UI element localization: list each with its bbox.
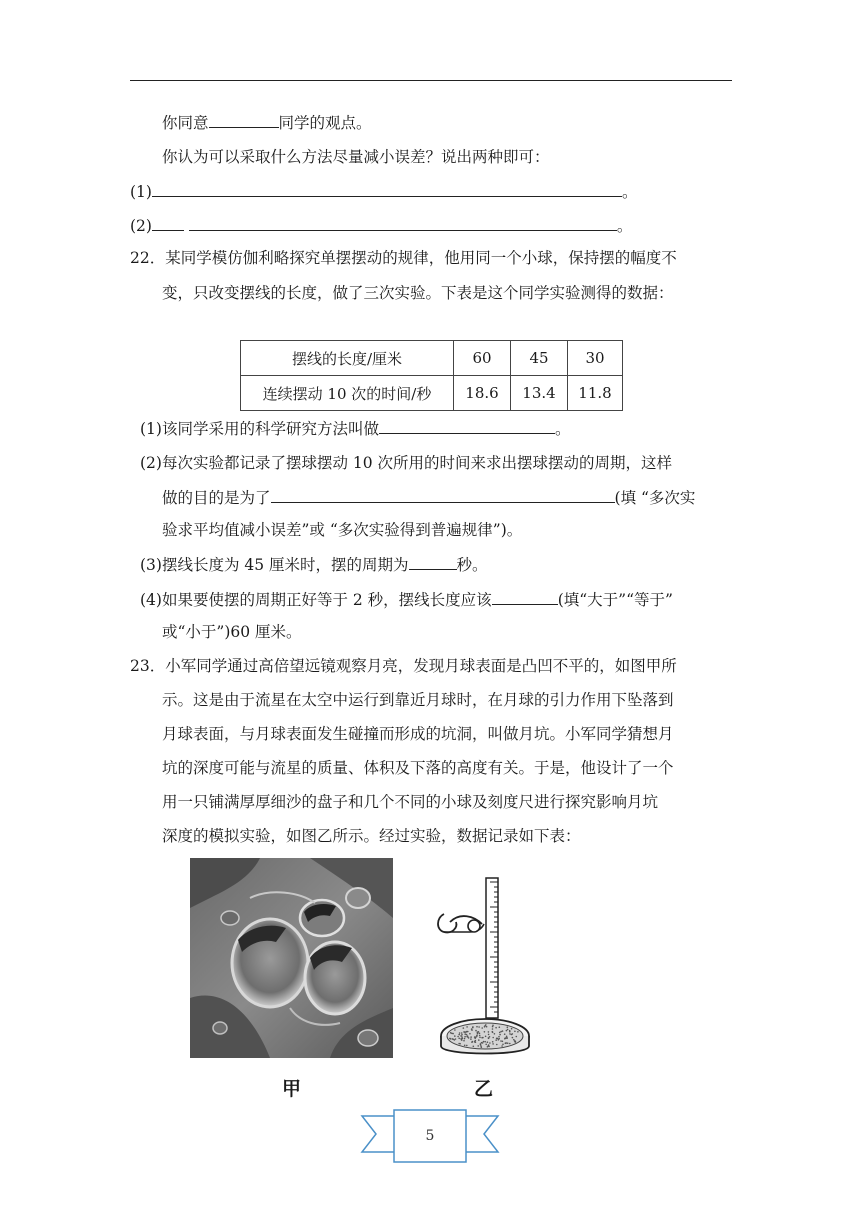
- sand-grain: [463, 1027, 465, 1029]
- sand-grain: [469, 1033, 471, 1035]
- sand-grain: [488, 1044, 490, 1046]
- q23-line-6: 深度的模拟实验，如图乙所示。经过实验，数据记录如下表：: [162, 827, 581, 845]
- answer-line-2: [130, 215, 632, 236]
- sand-grain: [457, 1036, 459, 1038]
- sand-grain: [509, 1043, 511, 1045]
- sand-grain: [481, 1046, 483, 1048]
- figure-jia-caption: 甲: [282, 1078, 302, 1100]
- moon-surface-image: [190, 858, 393, 1058]
- answer-line-1: [130, 181, 637, 202]
- sand-grain: [487, 1041, 489, 1043]
- sand-grain: [486, 1026, 488, 1028]
- q22-sub1-text: (1)该同学采用的科学研究方法叫做: [140, 420, 379, 438]
- sand-grain: [514, 1040, 516, 1042]
- q22-sub2-text: 做的目的是为了: [162, 489, 271, 507]
- table-cell: 18.6: [454, 376, 511, 411]
- sand-grain: [472, 1026, 474, 1028]
- sand-grain: [484, 1031, 486, 1033]
- q22-intro-2: 变，只改变摆线的长度，做了三次实验。下表是这个同学实验测得的数据：: [162, 284, 674, 302]
- sand-grain: [454, 1029, 456, 1031]
- sand-grain: [479, 1035, 481, 1037]
- q22-sub2-line1: (2)每次实验都记录了摆球摆动 10 次所用的时间来求出摆球摆动的周期，这样: [140, 454, 673, 472]
- sand-grain: [502, 1044, 504, 1046]
- sand-grain: [488, 1031, 490, 1033]
- sand-grain: [504, 1033, 506, 1035]
- table-cell: 11.8: [568, 376, 623, 411]
- sand-grain: [513, 1039, 515, 1041]
- sand-grain: [449, 1038, 451, 1040]
- sand-grain: [467, 1031, 469, 1033]
- sand-grain: [483, 1041, 485, 1043]
- sand-grain: [458, 1034, 460, 1036]
- sand-grain: [459, 1032, 461, 1034]
- sand-grain: [506, 1037, 508, 1039]
- method-question: 你认为可以采取什么方法尽量减小误差？说出两种即可：: [162, 148, 550, 166]
- q23-line-5: 用一只铺满厚厚细沙的盘子和几个不同的小球及刻度尺进行探究影响月坑: [162, 793, 659, 811]
- q22-sub2-blank: [271, 487, 615, 503]
- header-rule: [130, 80, 732, 81]
- sand-grain: [496, 1038, 498, 1040]
- answer-2-blank-a: [152, 215, 184, 231]
- sand-grain: [480, 1044, 482, 1046]
- sand-grain: [512, 1037, 514, 1039]
- sand-grain: [470, 1038, 472, 1040]
- sand-grain: [509, 1031, 511, 1033]
- sand-grain: [499, 1032, 501, 1034]
- agree-prefix: 你同意: [162, 114, 209, 132]
- sand-grain: [478, 1031, 480, 1033]
- sand-grain: [464, 1036, 466, 1038]
- sand-grain: [498, 1036, 500, 1038]
- page-number: 5: [425, 1128, 435, 1144]
- sand-grain: [492, 1043, 494, 1045]
- sand-grain: [502, 1041, 504, 1043]
- sand-grain: [455, 1038, 457, 1040]
- sand-grain: [499, 1026, 501, 1028]
- sand-grain: [466, 1034, 468, 1036]
- sand-grain: [464, 1038, 466, 1040]
- q23-line-3: 月球表面，与月球表面发生碰撞而形成的坑洞，叫做月坑。小军同学猜想月: [162, 725, 674, 743]
- answer-2-label: (2): [130, 217, 152, 235]
- sand-grain: [501, 1045, 503, 1047]
- sand-grain: [485, 1036, 487, 1038]
- table-row: [241, 341, 623, 376]
- sand-grain: [466, 1045, 468, 1047]
- table-cell: 45: [511, 341, 568, 376]
- sand-grain: [485, 1044, 487, 1046]
- q22-sub3: [140, 554, 488, 575]
- sand-grain: [511, 1028, 513, 1030]
- sand-grain: [474, 1036, 476, 1038]
- sand-grain: [496, 1044, 498, 1046]
- sand-grain: [507, 1026, 509, 1028]
- q22-sub4-line2: 或“小于”)60 厘米。: [162, 623, 302, 641]
- sand-grain: [495, 1039, 497, 1041]
- sand-grain: [485, 1024, 487, 1026]
- sand-grain: [466, 1026, 468, 1028]
- table-row: [241, 376, 623, 411]
- sand-grain: [509, 1033, 511, 1035]
- sand-grain: [517, 1031, 519, 1033]
- agree-suffix: 同学的观点。: [278, 114, 372, 132]
- q22-sub3-blank: [409, 554, 457, 570]
- table-cell: 60: [454, 341, 511, 376]
- sand-grain: [478, 1026, 480, 1028]
- q23-line-2: 示。这是由于流星在太空中运行到靠近月球时，在月球的引力作用下坠落到: [162, 691, 674, 709]
- q22-sub1-blank: [379, 418, 555, 434]
- answer-1-blank: [152, 181, 622, 197]
- q22-sub3-end: 秒。: [456, 556, 488, 574]
- sand-grain: [466, 1036, 468, 1038]
- sand-grain: [500, 1031, 502, 1033]
- sand-grain: [506, 1030, 508, 1032]
- agree-line: [162, 112, 372, 133]
- table-row-header: 连续摆动 10 次的时间/秒: [241, 376, 454, 411]
- sand-grain: [474, 1041, 476, 1043]
- q22-sub2-hint: (填 “多次实: [614, 489, 696, 507]
- q23-line-4: 坑的深度可能与流星的质量、体积及下落的高度有关。于是，他设计了一个: [162, 759, 674, 777]
- sand-grain: [471, 1041, 473, 1043]
- answer-2-blank-b: [189, 215, 617, 231]
- table-cell: 13.4: [511, 376, 568, 411]
- q22-intro-1: 22．某同学模仿伽利略探究单摆摆动的规律，他用同一个小球，保持摆的幅度不: [130, 249, 677, 267]
- sand-grain: [464, 1045, 466, 1047]
- sand-grain: [516, 1036, 518, 1038]
- sand-grain: [452, 1039, 454, 1041]
- sand-grain: [481, 1037, 483, 1039]
- sand-grain: [476, 1026, 478, 1028]
- sand-grain: [505, 1037, 507, 1039]
- sand-grain: [502, 1030, 504, 1032]
- sand-grain: [463, 1031, 465, 1033]
- q22-sub4-hint: (填“大于”“等于”: [557, 591, 673, 609]
- sand-grain: [512, 1033, 514, 1035]
- q22-sub4-text: (4)如果要使摆的周期正好等于 2 秒，摆线长度应该: [140, 591, 492, 609]
- sand-grain: [477, 1045, 479, 1047]
- sand-grain: [489, 1042, 491, 1044]
- sand-grain: [505, 1042, 507, 1044]
- sand-grain: [450, 1032, 452, 1034]
- table-cell: 30: [568, 341, 623, 376]
- sand-grain: [495, 1027, 497, 1029]
- sand-grain: [460, 1035, 462, 1037]
- sand-grain: [492, 1041, 494, 1043]
- sand-grain: [477, 1033, 479, 1035]
- sand-grain: [492, 1026, 494, 1028]
- sand-grain: [494, 1033, 496, 1035]
- sand-grain: [484, 1041, 486, 1043]
- sand-grain: [481, 1042, 483, 1044]
- sand-grain: [459, 1043, 461, 1045]
- sand-grain: [471, 1029, 473, 1031]
- q22-sub1: [140, 418, 570, 439]
- table-row-header: 摆线的长度/厘米: [241, 341, 454, 376]
- q22-sub1-end: 。: [554, 420, 571, 438]
- ruler-sand-tray-diagram: [430, 872, 540, 1058]
- sand-grain: [461, 1032, 463, 1034]
- q23-line-1: 23．小军同学通过高倍望远镜观察月亮，发现月球表面是凸凹不平的，如图甲所: [130, 657, 677, 675]
- sand-grain: [492, 1031, 494, 1033]
- sand-grain: [473, 1046, 475, 1048]
- sand-grain: [492, 1037, 494, 1039]
- q22-sub2-line3: 验求平均值减小误差”或 “多次实验得到普遍规律”)。: [162, 521, 523, 539]
- pendulum-data-table: [240, 340, 623, 411]
- answer-1-end: 。: [621, 183, 638, 201]
- sand-grain: [478, 1039, 480, 1041]
- sand-grain: [476, 1035, 478, 1037]
- q22-sub4: [140, 589, 673, 610]
- sand-grain: [514, 1031, 516, 1033]
- sand-grain: [481, 1027, 483, 1029]
- figure-yi-caption: 乙: [474, 1078, 494, 1100]
- sand-grain: [492, 1028, 494, 1030]
- sand-grain: [498, 1038, 500, 1040]
- answer-2-end: 。: [616, 217, 633, 235]
- sand-grain: [479, 1033, 481, 1035]
- sand-grain: [454, 1035, 456, 1037]
- agree-blank: [209, 112, 279, 128]
- q22-sub3-text: (3)摆线长度为 45 厘米时，摆的周期为: [140, 556, 409, 574]
- sand-grain: [463, 1040, 465, 1042]
- sand-grain: [507, 1029, 509, 1031]
- sand-grain: [458, 1038, 460, 1040]
- sand-grain: [489, 1036, 491, 1038]
- sand-grain: [475, 1030, 477, 1032]
- sand-grain: [499, 1034, 501, 1036]
- q22-sub4-blank: [492, 589, 558, 605]
- sand-grain: [488, 1034, 490, 1036]
- sand-grain: [470, 1036, 472, 1038]
- q22-sub2-line2: [162, 487, 695, 508]
- answer-1-label: (1): [130, 183, 152, 201]
- sand-grain: [500, 1040, 502, 1042]
- sand-grain: [479, 1037, 481, 1039]
